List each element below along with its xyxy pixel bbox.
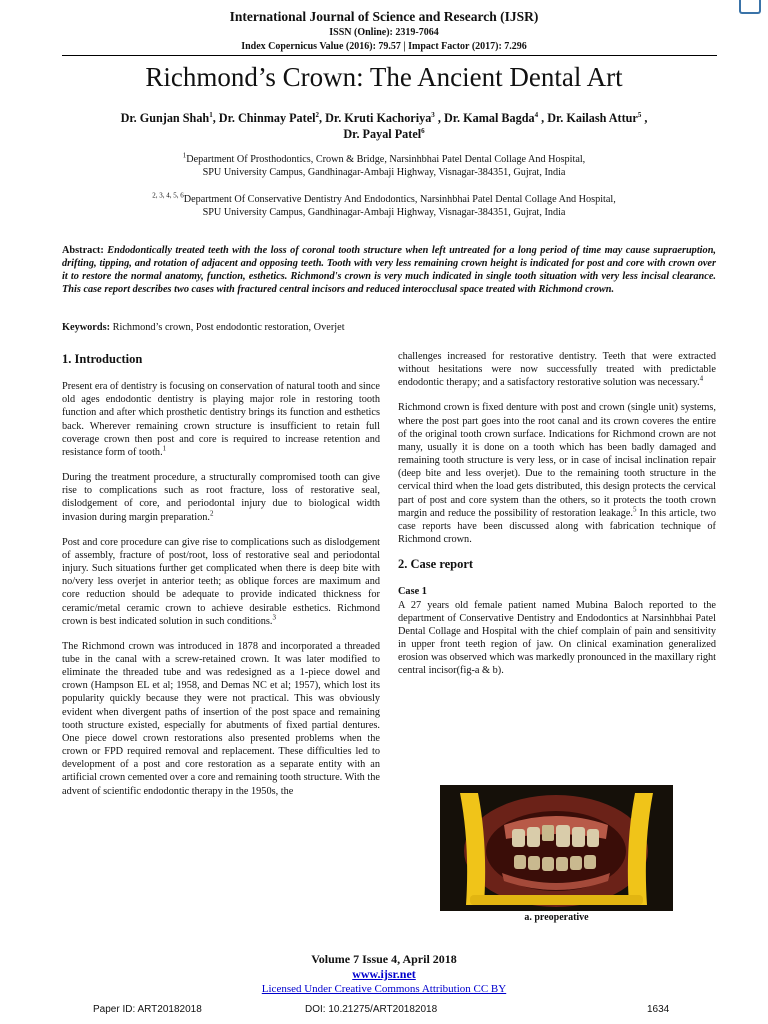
- dental-photo-illustration: [440, 785, 673, 911]
- figure-caption: a. preoperative: [524, 912, 589, 923]
- keywords-text: Richmond’s crown, Post endodontic restoration, Overjet: [112, 322, 345, 333]
- paragraph: Post and core procedure can give rise to complications such as dislodgement of assembly, fracture of post/root, loss of restorative seal and periodontal injury. Such situations further get complicated when there is deep bite with no/very less overjet in anterior teeth; as oblique forces are maximum and core reduction should be adequate to provide indicated thickness for ceramic/metal ceramic crown to achieve desirable esthetics. Richmond crown is best indicated solution in such conditions.$^3$: [62, 536, 380, 627]
- left-column: [62, 353, 380, 810]
- keywords-label: Keywords:: [62, 322, 111, 333]
- author: Dr. Chinmay Patel$^2$,: [218, 110, 326, 125]
- keywords: [62, 322, 716, 333]
- paragraph: The Richmond crown was introduced in 1878 and incorporated a threaded tube in the canal with a screw-retained crown. It was later modified to eliminate the threaded tube and was redesigned as a 1-piece dowel and crown (Hampson EL et al; 1958, and Demas NC et al; 1957), which lost its popularity quickly because they were not practical. This was obviously evident when divergent paths of insertion of the post space and remaining tooth structure existed, especially for abutments of fixed partial dentures. One piece dowel crown restorations also presented problems when the crown or FPD required removal and replacement. These difficulties led to development of a post and core restoration as a separate entity with an artificial crown cemented over a core and remaining tooth structure. With the advent of scientific endodontic therapy in the 1950s, the: [62, 640, 380, 797]
- paper-title: Richmond’s Crown: The Ancient Dental Art: [145, 62, 623, 92]
- index-line: Index Copernicus Value (2016): 79.57 | Impact Factor (2017): 7.296: [241, 41, 527, 52]
- paragraph: A 27 years old female patient named Mubina Baloch reported to the department of Conservative Dentistry and Endodontics at Narsinhbhai Patel Dental Collage and Hospital with the chief complain of pain and sensitivity in upper front teeth region of jaw. On clinical examination generalized erosion was observed which was markedly pronounced in the maxillary right central incisor(fig-a & b).: [398, 599, 716, 677]
- case-1-heading: Case 1: [398, 586, 427, 598]
- author: Dr. Kruti Kachoriya$^3$ ,: [325, 110, 441, 125]
- journal-title: International Journal of Science and Research (IJSR): [229, 9, 539, 24]
- section-heading-introduction: 1. Introduction: [62, 352, 143, 366]
- right-column: [398, 350, 716, 689]
- affiliation: $^1$Department Of Prosthodontics, Crown & Bridge, Narsinhbhai Patel Dental Collage And Hospital, SPU University Campus, Gandhinagar-Ambaji Highway, Visnagar-384351, Gujrat, India: [182, 151, 586, 178]
- paragraph: Richmond crown is fixed denture with post and crown (single unit) systems, where the post part goes into the root canal and its crown coveres the entire of the original tooth crown surface. Indications for Richmond crown are not many, usually it is done on a tooth which has been badly damaged and remaining tooth structure is very less, or in case of incisal inclination repair (deep bite and less overjet). Due to the remaining tooth structure in the cervical third when the load gets distributed, this design protects the cervical part of post and core system than the others, so it protects the tooth crown margin and reduce the possibility of restoration leakage.$^5$ In this article, two case reports have been discussed along with fabrication technique of Richmond crown.: [398, 402, 716, 546]
- doi: DOI: 10.21275/ART20182018: [305, 1004, 438, 1015]
- author: Dr. Payal Patel$^6$: [343, 126, 425, 141]
- author: Dr. Kamal Bagda$^4$ ,: [443, 110, 545, 125]
- author: Dr. Kailash Attur$^5$ ,: [547, 110, 648, 125]
- abstract-text: Endodontically treated teeth with the loss of coronal tooth structure when left untreated for a long period of time may cause supraeruption, drifting, tipping, and rotation of adjacent and opposing teeth. Tooth with very less remaining crown height is indicated for post and core with crown over it to restore the normal anatomy, function, esthetics. Richmond's crown is very much indicated in single tooth situation with very less incisal clearance. This case report describes two cases with fractured central incisors and reduced interocclusal space treated with Richmond crown.: [62, 245, 716, 295]
- affiliation: $^{2, 3, 4, 5, 6}$Department Of Conservative Dentistry And Endodontics, Narsinhbhai Patel Dental Collage And Hospital, SPU University Campus, Gandhinagar-Ambaji Highway, Visnagar-384351, Gujrat, India: [152, 191, 616, 218]
- abstract-label: Abstract:: [62, 245, 104, 256]
- abstract: [62, 244, 716, 296]
- author: Dr. Gunjan Shah$^1$,: [120, 110, 219, 125]
- paragraph: Present era of dentistry is focusing on conservation of natural tooth and since old ages endodontic dentistry is playing major role in restoring tooth function and after which prosthetic dentistry brings its function and esthetics back. Wherever remaining crown structure is insufficient to retain full coverage crown then post and core is required to increase retention and resistance form of tooth.$^1$: [62, 381, 380, 458]
- header-rule: [62, 55, 717, 56]
- issn-line: ISSN (Online): 2319-7064: [329, 27, 439, 38]
- website-link[interactable]: www.ijsr.net: [352, 967, 416, 981]
- preoperative-photo: [440, 785, 673, 911]
- page-number: 1634: [647, 1004, 670, 1015]
- paragraph: challenges increased for restorative dentistry. Teeth that were extracted without hesitations were now successfully treated with predictable endodontic therapy; and a satisfactory restorative solution was necessary.$^4$: [398, 351, 716, 389]
- section-heading-case-report: 2. Case report: [398, 557, 474, 572]
- paragraph: During the treatment procedure, a structurally compromised tooth can give rise to complications such as root fracture, loss of restorative seal, dislodgement of core, and periodontal injury due to biological width invasion during margin preparation.$^2$: [62, 472, 380, 523]
- author-list: [60, 110, 708, 142]
- license-link[interactable]: Licensed Under Creative Commons Attribution CC BY: [261, 983, 507, 995]
- paper-id: Paper ID: ART20182018: [93, 1004, 202, 1015]
- volume-line: Volume 7 Issue 4, April 2018: [311, 952, 457, 966]
